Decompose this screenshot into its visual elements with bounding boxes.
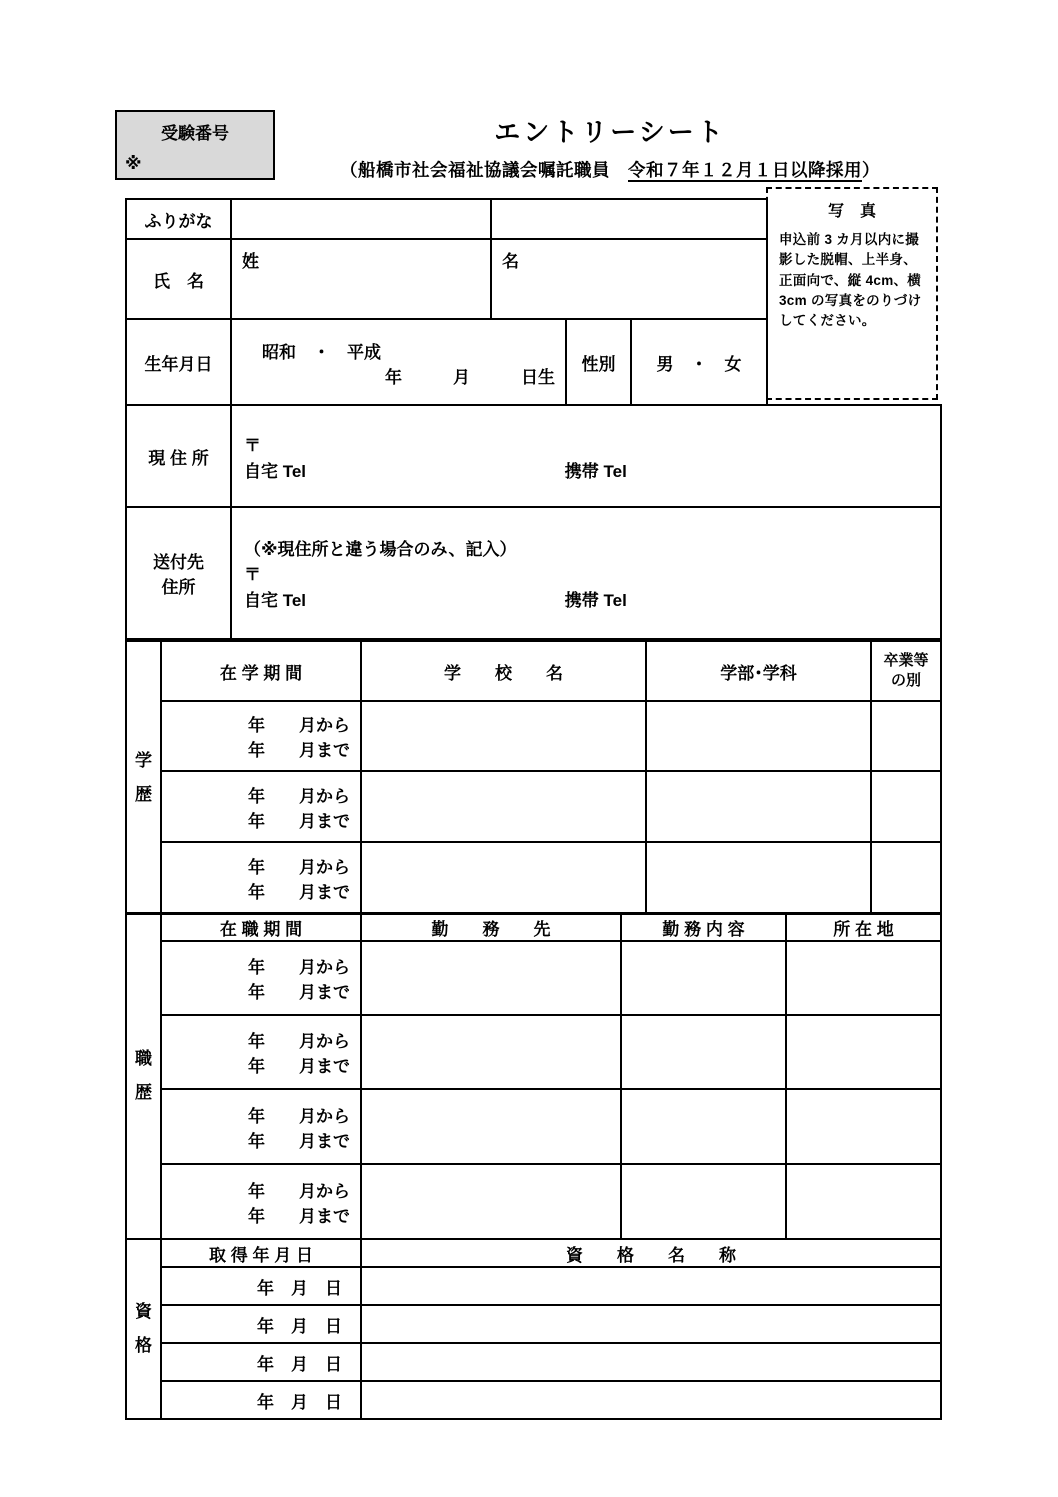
period-from-label: 年 月から <box>248 1106 350 1126</box>
education-section-char2: 歴 <box>135 784 152 804</box>
employment-row-4 <box>126 1164 941 1239</box>
birth-date-input-cell[interactable] <box>231 319 566 405</box>
employment-location-input-cell[interactable] <box>786 941 941 1015</box>
period-from-label: 年 月から <box>248 858 350 877</box>
education-graduation-input-cell[interactable] <box>871 771 941 842</box>
mailing-postal-mark: 〒 <box>244 565 261 584</box>
education-table <box>125 640 942 915</box>
qualification-date-header: 取 得 年 月 日 <box>161 1239 361 1267</box>
employment-section-label <box>126 913 161 1239</box>
period-to-label: 年 月まで <box>248 1057 350 1076</box>
photo-box-title: 写 真 <box>827 203 876 220</box>
employment-period-cell[interactable] <box>161 1015 361 1089</box>
employment-location-input-cell[interactable] <box>786 1089 941 1164</box>
employment-table <box>125 912 942 1240</box>
mailing-address-note: （※現住所と違う場合のみ、記入） <box>244 540 517 559</box>
period-from-label: 年 月から <box>248 786 350 806</box>
education-row-2 <box>126 771 941 842</box>
qualification-row-1 <box>126 1267 941 1305</box>
qualification-section-char1: 資 <box>135 1302 152 1321</box>
birth-date-label: 生年月日 <box>126 319 231 405</box>
qualification-section-label <box>126 1239 161 1419</box>
employment-employer-input-cell[interactable] <box>361 1089 621 1164</box>
mailing-address-row <box>126 507 941 639</box>
period-from-label: 年 月から <box>248 1181 350 1201</box>
period-to-label: 年 月まで <box>248 1206 350 1226</box>
education-school-input-cell[interactable] <box>361 842 646 914</box>
education-graduation-input-cell[interactable] <box>871 701 941 771</box>
qualification-date-cell[interactable]: 年 月 日 <box>161 1381 361 1419</box>
photo-box-instructions: 申込前 3 カ月以内に撮影した脱帽、上半身、正面向で、縦 4cm、横 3cm の写真をのりづけしてください。 <box>779 232 922 328</box>
education-department-header: 学部･学科 <box>646 641 871 701</box>
qualification-date-cell[interactable]: 年 月 日 <box>161 1305 361 1343</box>
qualification-name-input-cell[interactable] <box>361 1267 941 1305</box>
mailing-address-label-line1: 送付先 <box>153 553 204 572</box>
subtitle-prefix: （船橋市社会福祉協議会嘱託職員 <box>340 160 628 180</box>
current-address-label: 現 住 所 <box>126 405 231 507</box>
education-school-input-cell[interactable] <box>361 771 646 842</box>
mailing-home-tel-label: 自宅 Tel <box>244 591 307 610</box>
education-period-header: 在 学 期 間 <box>161 641 361 701</box>
name-label: 氏 名 <box>126 239 231 319</box>
given-name-input-cell[interactable] <box>491 239 767 319</box>
employment-duties-header: 勤 務 内 容 <box>621 913 786 941</box>
employment-period-cell[interactable] <box>161 1089 361 1164</box>
qualification-row-4 <box>126 1381 941 1419</box>
qualification-name-header: 資 格 名 称 <box>361 1239 941 1267</box>
period-from-label: 年 月から <box>248 958 350 977</box>
employment-employer-header: 勤 務 先 <box>361 913 621 941</box>
employment-section-char2: 歴 <box>135 1083 152 1102</box>
employment-location-input-cell[interactable] <box>786 1015 941 1089</box>
qualification-name-input-cell[interactable] <box>361 1343 941 1381</box>
birth-era-options[interactable]: 昭和 ・ 平成 <box>262 342 381 362</box>
qualification-section-char2: 格 <box>135 1336 152 1355</box>
qualification-table <box>125 1238 942 1420</box>
photo-area-spacer <box>767 199 941 405</box>
education-row-3 <box>126 842 941 914</box>
education-school-header: 学 校 名 <box>361 641 646 701</box>
employment-location-input-cell[interactable] <box>786 1164 941 1239</box>
employment-employer-input-cell[interactable] <box>361 1015 621 1089</box>
asterisk-mark: ※ <box>125 154 142 173</box>
gender-label: 性別 <box>566 319 631 405</box>
employment-row-1 <box>126 941 941 1015</box>
birth-date-line: 年 月 日生 <box>385 367 555 387</box>
personal-info-table <box>125 198 942 640</box>
employment-period-cell[interactable] <box>161 1164 361 1239</box>
education-school-input-cell[interactable] <box>361 701 646 771</box>
education-department-input-cell[interactable] <box>646 771 871 842</box>
qualification-date-cell[interactable]: 年 月 日 <box>161 1343 361 1381</box>
employment-row-3 <box>126 1089 941 1164</box>
employment-employer-input-cell[interactable] <box>361 941 621 1015</box>
employment-duties-input-cell[interactable] <box>621 1015 786 1089</box>
gender-options[interactable]: 男 ・ 女 <box>631 319 767 405</box>
employment-header-row <box>126 913 941 941</box>
qualification-header-row <box>126 1239 941 1267</box>
mobile-tel-label: 携帯 Tel <box>564 462 627 481</box>
furigana-label: ふりがな <box>126 199 231 239</box>
mailing-address-label <box>126 507 231 639</box>
furigana-input-cell-right[interactable] <box>491 199 767 239</box>
education-department-input-cell[interactable] <box>646 842 871 914</box>
education-graduation-header-line1: 卒業等 <box>883 651 929 669</box>
employment-period-cell[interactable] <box>161 941 361 1015</box>
mailing-address-input-cell[interactable] <box>231 507 941 639</box>
qualification-date-cell[interactable]: 年 月 日 <box>161 1267 361 1305</box>
employment-period-header: 在 職 期 間 <box>161 913 361 941</box>
mailing-address-label-line2: 住所 <box>161 578 196 597</box>
current-address-row <box>126 405 941 507</box>
current-address-input-cell[interactable] <box>231 405 941 507</box>
mailing-mobile-tel-label: 携帯 Tel <box>564 591 627 610</box>
period-from-label: 年 月から <box>248 1032 350 1051</box>
education-section-char1: 学 <box>135 750 152 770</box>
employment-duties-input-cell[interactable] <box>621 1089 786 1164</box>
page-subtitle <box>230 157 990 182</box>
education-row-1 <box>126 701 941 771</box>
family-name-input-cell[interactable] <box>231 239 491 319</box>
employment-row-2 <box>126 1015 941 1089</box>
education-department-input-cell[interactable] <box>646 701 871 771</box>
qualification-row-2 <box>126 1305 941 1343</box>
employment-section-char1: 職 <box>135 1049 152 1068</box>
family-name-label: 姓 <box>242 252 259 271</box>
period-to-label: 年 月まで <box>248 983 350 1002</box>
education-graduation-input-cell[interactable] <box>871 842 941 914</box>
period-to-label: 年 月まで <box>248 811 350 831</box>
education-period-cell[interactable] <box>161 701 361 771</box>
form-header <box>230 112 990 182</box>
period-to-label: 年 月まで <box>248 1131 350 1151</box>
period-from-label: 年 月から <box>248 716 350 735</box>
qualification-row-3 <box>126 1343 941 1381</box>
furigana-row <box>126 199 941 239</box>
employment-employer-input-cell[interactable] <box>361 1164 621 1239</box>
exam-number-label: 受験番号 <box>161 124 229 143</box>
education-section-label <box>126 641 161 914</box>
given-name-label: 名 <box>502 252 519 271</box>
postal-mark: 〒 <box>244 436 261 455</box>
employment-duties-input-cell[interactable] <box>621 941 786 1015</box>
period-to-label: 年 月まで <box>248 883 350 902</box>
qualification-name-input-cell[interactable] <box>361 1305 941 1343</box>
page-title: エントリーシート <box>494 117 726 147</box>
education-period-cell[interactable] <box>161 771 361 842</box>
employment-duties-input-cell[interactable] <box>621 1164 786 1239</box>
subtitle-suffix: ） <box>862 160 880 180</box>
qualification-name-input-cell[interactable] <box>361 1381 941 1419</box>
education-graduation-header-line2: の別 <box>890 672 921 689</box>
furigana-input-cell-left[interactable] <box>231 199 491 239</box>
education-period-cell[interactable] <box>161 842 361 914</box>
education-graduation-header <box>871 641 941 701</box>
employment-location-header: 所 在 地 <box>786 913 941 941</box>
period-to-label: 年 月まで <box>248 741 350 760</box>
home-tel-label: 自宅 Tel <box>244 462 307 481</box>
subtitle-underlined: 令和７年１２月１日以降採用 <box>628 160 862 180</box>
education-header-row <box>126 641 941 701</box>
